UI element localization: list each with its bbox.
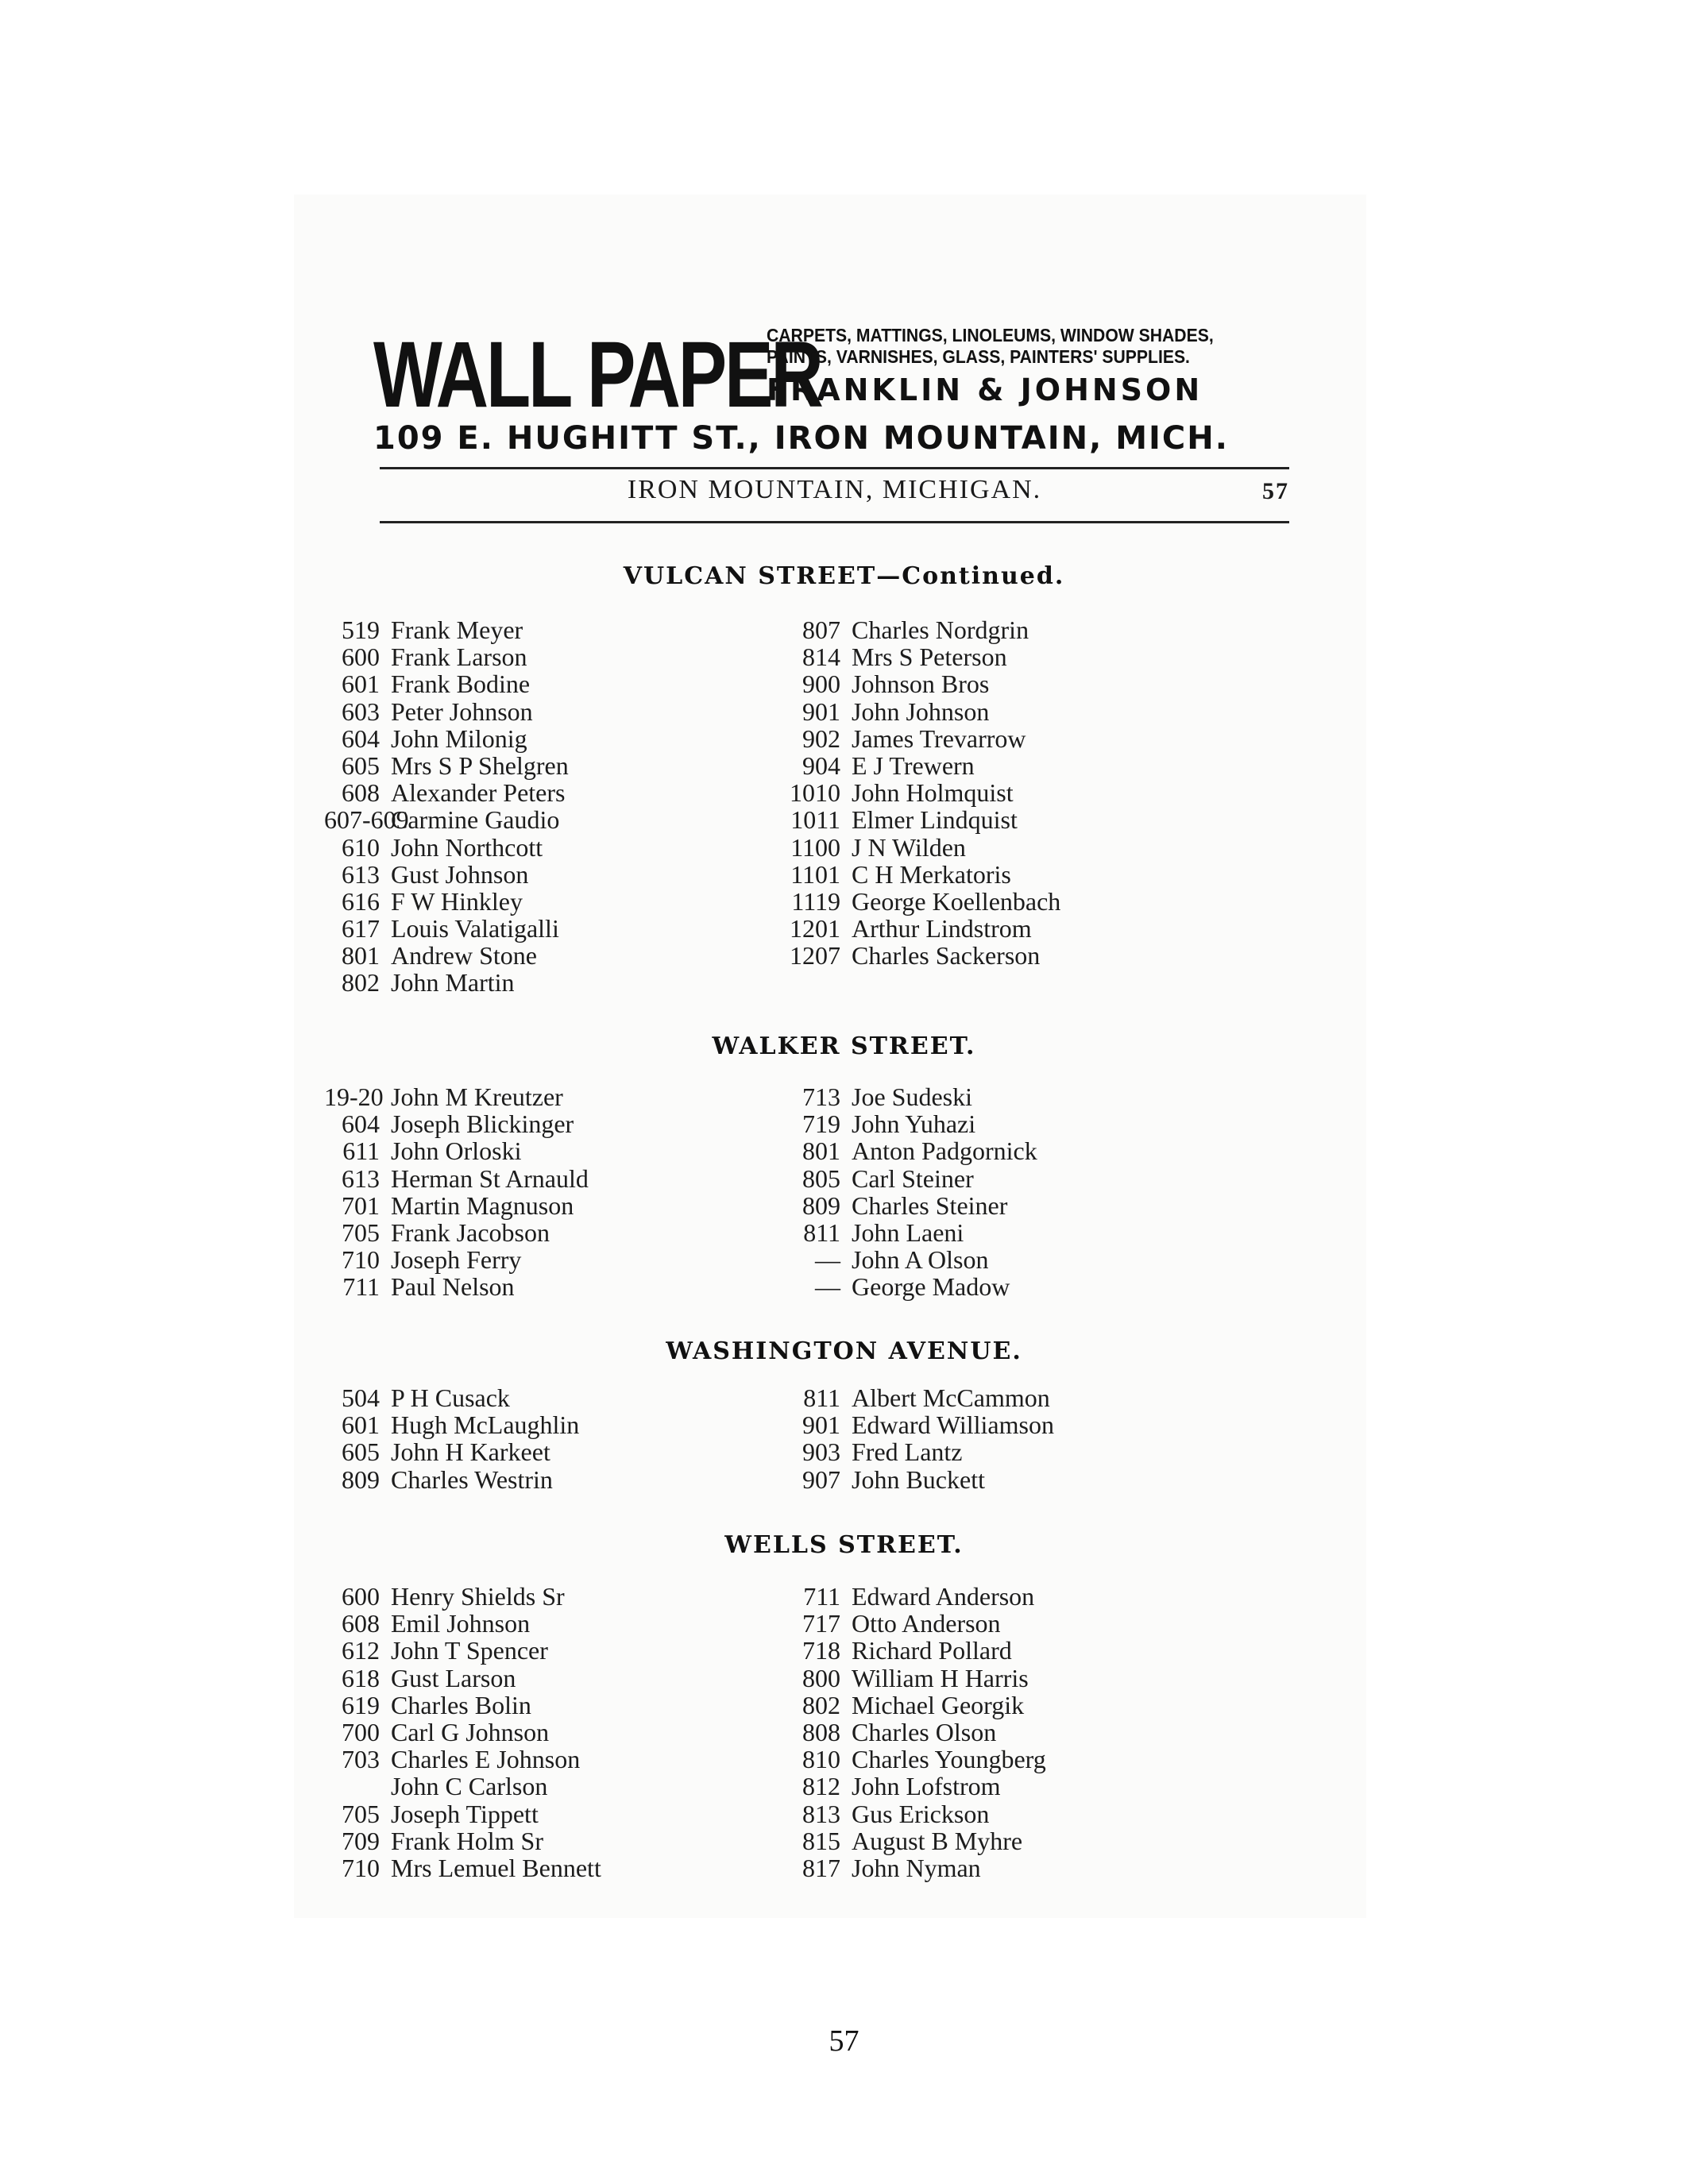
resident-name: Charles Nordgrin: [852, 615, 1029, 644]
resident-name: Andrew Stone: [391, 941, 537, 970]
house-number: 801: [342, 941, 380, 970]
resident-name: Charles Westrin: [391, 1464, 553, 1494]
resident-name: John A Olson: [852, 1245, 989, 1275]
resident-name: Joe Sudeski: [852, 1082, 972, 1111]
house-number: 901: [802, 696, 840, 726]
directory-entry: [324, 752, 569, 779]
house-number: 504: [342, 1383, 380, 1412]
directory-entry: [785, 752, 1060, 779]
directory-entry: [324, 942, 569, 969]
directory-entry: [785, 1692, 1046, 1719]
directory-entry: [785, 1137, 1037, 1164]
header-top-rule: [380, 467, 1289, 469]
house-number: 817: [802, 1853, 840, 1882]
header-city: IRON MOUNTAIN, MICHIGAN.: [627, 475, 1042, 504]
house-number: 610: [342, 832, 380, 862]
wells-left-column: [324, 1583, 601, 1881]
house-number: 907: [802, 1464, 840, 1494]
house-number: 603: [342, 696, 380, 726]
house-number: 802: [802, 1690, 840, 1719]
house-number: 802: [342, 968, 380, 997]
ad-details: [767, 325, 1291, 407]
resident-name: Charles Bolin: [391, 1690, 531, 1719]
resident-name: John Northcott: [391, 832, 543, 862]
wells-right-column: [785, 1583, 1046, 1881]
house-number: 608: [342, 1609, 380, 1638]
directory-entry: [785, 806, 1060, 833]
resident-name: Johnson Bros: [852, 669, 990, 699]
resident-name: P H Cusack: [391, 1383, 510, 1412]
directory-entry: [324, 1246, 589, 1273]
directory-entry: [324, 1746, 601, 1773]
header-bottom-rule: [380, 521, 1289, 523]
house-number: 519: [342, 615, 380, 644]
directory-entry: [324, 1827, 601, 1854]
resident-name: Charles E Johnson: [391, 1745, 581, 1774]
house-number: 604: [342, 723, 380, 753]
directory-entry: [324, 725, 569, 752]
resident-name: James Trevarrow: [852, 723, 1026, 753]
ad-headline: WALL PAPER: [373, 322, 821, 427]
resident-name: Martin Magnuson: [391, 1190, 574, 1220]
footer-page-number: 57: [829, 2024, 859, 2058]
house-number: 705: [342, 1217, 380, 1247]
resident-name: C H Merkatoris: [852, 859, 1011, 889]
resident-name: Carmine Gaudio: [391, 805, 560, 835]
directory-entry: [785, 1827, 1046, 1854]
header-page-number: 57: [1262, 478, 1289, 504]
directory-entry: [785, 670, 1060, 697]
advertisement: [373, 314, 1291, 457]
resident-name: John M Kreutzer: [391, 1082, 563, 1111]
resident-name: Alexander Peters: [391, 778, 566, 808]
resident-name: John Johnson: [852, 696, 990, 726]
directory-entry: [785, 1466, 1054, 1493]
resident-name: Frank Bodine: [391, 669, 531, 699]
resident-name: Gust Larson: [391, 1663, 516, 1692]
resident-name: Frank Meyer: [391, 615, 523, 644]
house-number: 711: [803, 1582, 840, 1611]
house-number: 801: [802, 1136, 840, 1166]
resident-name: Mrs Lemuel Bennett: [391, 1853, 601, 1882]
house-number: 703: [342, 1745, 380, 1774]
resident-name: John Lofstrom: [852, 1772, 1001, 1801]
house-number: 1201: [790, 914, 840, 943]
resident-name: Richard Pollard: [852, 1636, 1012, 1665]
section-title-vulcan: VULCAN STREET—Continued.: [623, 562, 1065, 590]
directory-entry: [324, 1384, 579, 1411]
house-number: 700: [342, 1717, 380, 1746]
walker-left-column: [324, 1083, 589, 1301]
walker-right-column: [785, 1083, 1037, 1301]
directory-entry: [785, 1192, 1037, 1219]
resident-name: John Laeni: [852, 1217, 964, 1247]
resident-name: John Holmquist: [852, 778, 1014, 808]
resident-name: Edward Williamson: [852, 1410, 1054, 1440]
directory-entry: [785, 888, 1060, 915]
house-number: 902: [802, 723, 840, 753]
house-number: 613: [342, 859, 380, 889]
directory-entry: [324, 1583, 601, 1610]
directory-entry: [324, 1137, 589, 1164]
washington-left-column: [324, 1384, 579, 1493]
resident-name: Elmer Lindquist: [852, 805, 1018, 835]
directory-entry: [324, 1411, 579, 1438]
house-number: 1100: [790, 832, 840, 862]
resident-name: Charles Olson: [852, 1717, 997, 1746]
directory-entry: [785, 725, 1060, 752]
section-title-wells: WELLS STREET.: [724, 1531, 964, 1559]
directory-entry: [324, 1610, 601, 1637]
resident-name: William H Harris: [852, 1663, 1029, 1692]
directory-entry: [324, 861, 569, 888]
directory-entry: [785, 1219, 1037, 1246]
house-number: 710: [342, 1853, 380, 1882]
house-number: 904: [802, 751, 840, 780]
house-number: 805: [802, 1163, 840, 1193]
resident-name: John Orloski: [391, 1136, 522, 1166]
directory-entry: [785, 1854, 1046, 1881]
directory-entry: [324, 1273, 589, 1300]
directory-entry: [324, 806, 569, 833]
directory-entry: [785, 1746, 1046, 1773]
resident-name: George Koellenbach: [852, 886, 1061, 916]
house-number: 705: [342, 1799, 380, 1828]
running-header: [380, 475, 1289, 515]
resident-name: Otto Anderson: [852, 1609, 1001, 1638]
house-number: 600: [342, 1582, 380, 1611]
resident-name: John Nyman: [852, 1853, 981, 1882]
washington-right-column: [785, 1384, 1054, 1493]
house-number: 605: [342, 751, 380, 780]
resident-name: Joseph Tippett: [391, 1799, 539, 1828]
house-number: 711: [342, 1272, 380, 1302]
resident-name: F W Hinkley: [391, 886, 523, 916]
resident-name: Arthur Lindstrom: [852, 914, 1032, 943]
vulcan-left-column: [324, 616, 569, 997]
house-number: 600: [342, 642, 380, 672]
directory-entry: [785, 1273, 1037, 1300]
house-number: 1011: [790, 805, 840, 835]
resident-name: Fred Lantz: [852, 1437, 963, 1467]
house-number: 605: [342, 1437, 380, 1467]
house-number: 1207: [790, 941, 840, 970]
directory-entry: [324, 1466, 579, 1493]
resident-name: Henry Shields Sr: [391, 1582, 565, 1611]
resident-name: John Martin: [391, 968, 515, 997]
directory-entry: [785, 1083, 1037, 1110]
house-number: 717: [802, 1609, 840, 1638]
house-number: 612: [342, 1636, 380, 1665]
house-number: 713: [802, 1082, 840, 1111]
directory-entry: [785, 1165, 1037, 1192]
directory-entry: [324, 1773, 601, 1800]
section-title-washington: WASHINGTON AVENUE.: [666, 1337, 1022, 1365]
house-number: 810: [802, 1745, 840, 1774]
directory-entry: [324, 1719, 601, 1746]
house-number: 617: [342, 914, 380, 943]
directory-entry: [785, 779, 1060, 806]
directory-entry: [324, 1854, 601, 1881]
directory-entry: [785, 698, 1060, 725]
house-number: 903: [802, 1437, 840, 1467]
house-number: 811: [803, 1217, 840, 1247]
resident-name: August B Myhre: [852, 1826, 1023, 1855]
resident-name: Joseph Ferry: [391, 1245, 522, 1275]
house-number: 1101: [790, 859, 840, 889]
house-number: 1119: [791, 886, 840, 916]
house-number: —: [815, 1245, 840, 1275]
house-number: 811: [803, 1383, 840, 1412]
resident-name: E J Trewern: [852, 751, 975, 780]
house-number: —: [815, 1272, 840, 1302]
house-number: 618: [342, 1663, 380, 1692]
directory-entry: [785, 1665, 1046, 1692]
directory-entry: [324, 616, 569, 643]
house-number: 710: [342, 1245, 380, 1275]
resident-name: John C Carlson: [391, 1772, 548, 1801]
directory-entry: [324, 1192, 589, 1219]
directory-entry: [785, 1583, 1046, 1610]
house-number: 807: [802, 615, 840, 644]
directory-entry: [324, 779, 569, 806]
resident-name: Frank Holm Sr: [391, 1826, 543, 1855]
directory-entry: [785, 643, 1060, 670]
house-number: 800: [802, 1663, 840, 1692]
directory-entry: [324, 1165, 589, 1192]
directory-entry: [785, 1438, 1054, 1465]
resident-name: John Milonig: [391, 723, 527, 753]
directory-entry: [324, 834, 569, 861]
directory-entry: [785, 834, 1060, 861]
directory-entry: [324, 670, 569, 697]
house-number: 607-609: [324, 805, 409, 835]
house-number: 608: [342, 778, 380, 808]
resident-name: Frank Larson: [391, 642, 527, 672]
resident-name: Paul Nelson: [391, 1272, 515, 1302]
house-number: 901: [802, 1410, 840, 1440]
directory-entry: [785, 1610, 1046, 1637]
resident-name: Albert McCammon: [852, 1383, 1050, 1412]
resident-name: Frank Jacobson: [391, 1217, 550, 1247]
directory-entry: [324, 1637, 601, 1664]
directory-entry: [324, 1438, 579, 1465]
resident-name: Charles Steiner: [852, 1190, 1008, 1220]
house-number: 601: [342, 669, 380, 699]
directory-entry: [324, 1692, 601, 1719]
resident-name: Gust Johnson: [391, 859, 529, 889]
directory-entry: [785, 1637, 1046, 1664]
resident-name: Mrs S Peterson: [852, 642, 1007, 672]
house-number: 719: [802, 1109, 840, 1139]
house-number: 1010: [790, 778, 840, 808]
resident-name: Louis Valatigalli: [391, 914, 559, 943]
house-number: 604: [342, 1109, 380, 1139]
directory-entry: [785, 1411, 1054, 1438]
house-number: 813: [802, 1799, 840, 1828]
directory-entry: [785, 1384, 1054, 1411]
directory-entry: [785, 1773, 1046, 1800]
ad-address: 109 E. HUGHITT ST., IRON MOUNTAIN, MICH.: [373, 420, 1229, 457]
resident-name: Herman St Arnauld: [391, 1163, 589, 1193]
directory-entry: [785, 915, 1060, 942]
directory-entry: [324, 1665, 601, 1692]
resident-name: Carl Steiner: [852, 1163, 974, 1193]
directory-entry: [785, 1246, 1037, 1273]
house-number: 809: [802, 1190, 840, 1220]
house-number: 19-20: [324, 1082, 384, 1111]
house-number: 611: [342, 1136, 380, 1166]
resident-name: Carl G Johnson: [391, 1717, 550, 1746]
resident-name: George Madow: [852, 1272, 1010, 1302]
resident-name: John Buckett: [852, 1464, 985, 1494]
resident-name: Charles Sackerson: [852, 941, 1041, 970]
resident-name: J N Wilden: [852, 832, 966, 862]
directory-entry: [785, 1719, 1046, 1746]
resident-name: Emil Johnson: [391, 1609, 531, 1638]
section-title-walker: WALKER STREET.: [712, 1032, 976, 1060]
house-number: 808: [802, 1717, 840, 1746]
directory-entry: [785, 1800, 1046, 1827]
resident-name: John Yuhazi: [852, 1109, 976, 1139]
house-number: 701: [342, 1190, 380, 1220]
directory-entry: [324, 888, 569, 915]
directory-entry: [324, 1083, 589, 1110]
ad-firm-name: FRANKLIN & JOHNSON: [767, 372, 1203, 407]
directory-entry: [785, 1110, 1037, 1137]
directory-entry: [324, 969, 569, 996]
house-number: 601: [342, 1410, 380, 1440]
house-number: 718: [802, 1636, 840, 1665]
directory-entry: [785, 616, 1060, 643]
house-number: 809: [342, 1464, 380, 1494]
resident-name: John T Spencer: [391, 1636, 548, 1665]
house-number: 616: [342, 886, 380, 916]
directory-entry: [785, 861, 1060, 888]
directory-entry: [324, 1110, 589, 1137]
resident-name: John H Karkeet: [391, 1437, 550, 1467]
resident-name: Michael Georgik: [852, 1690, 1025, 1719]
directory-entry: [324, 915, 569, 942]
house-number: 613: [342, 1163, 380, 1193]
house-number: 815: [802, 1826, 840, 1855]
house-number: 619: [342, 1690, 380, 1719]
directory-entry: [324, 698, 569, 725]
resident-name: Peter Johnson: [391, 696, 533, 726]
resident-name: Mrs S P Shelgren: [391, 751, 569, 780]
resident-name: Joseph Blickinger: [391, 1109, 574, 1139]
resident-name: Gus Erickson: [852, 1799, 990, 1828]
ad-products-line-2: PAINTS, VARNISHES, GLASS, PAINTERS' SUPPLIES.: [767, 346, 1190, 367]
resident-name: Edward Anderson: [852, 1582, 1035, 1611]
resident-name: Hugh McLaughlin: [391, 1410, 580, 1440]
directory-entry: [324, 643, 569, 670]
house-number: 900: [802, 669, 840, 699]
directory-entry: [324, 1800, 601, 1827]
resident-name: Anton Padgornick: [852, 1136, 1037, 1166]
resident-name: Charles Youngberg: [852, 1745, 1046, 1774]
house-number: 709: [342, 1826, 380, 1855]
house-number: 814: [802, 642, 840, 672]
directory-entry: [324, 1219, 589, 1246]
house-number: 812: [802, 1772, 840, 1801]
vulcan-right-column: [785, 616, 1060, 969]
ad-products-line-1: CARPETS, MATTINGS, LINOLEUMS, WINDOW SHADES,: [767, 325, 1214, 345]
directory-entry: [785, 942, 1060, 969]
